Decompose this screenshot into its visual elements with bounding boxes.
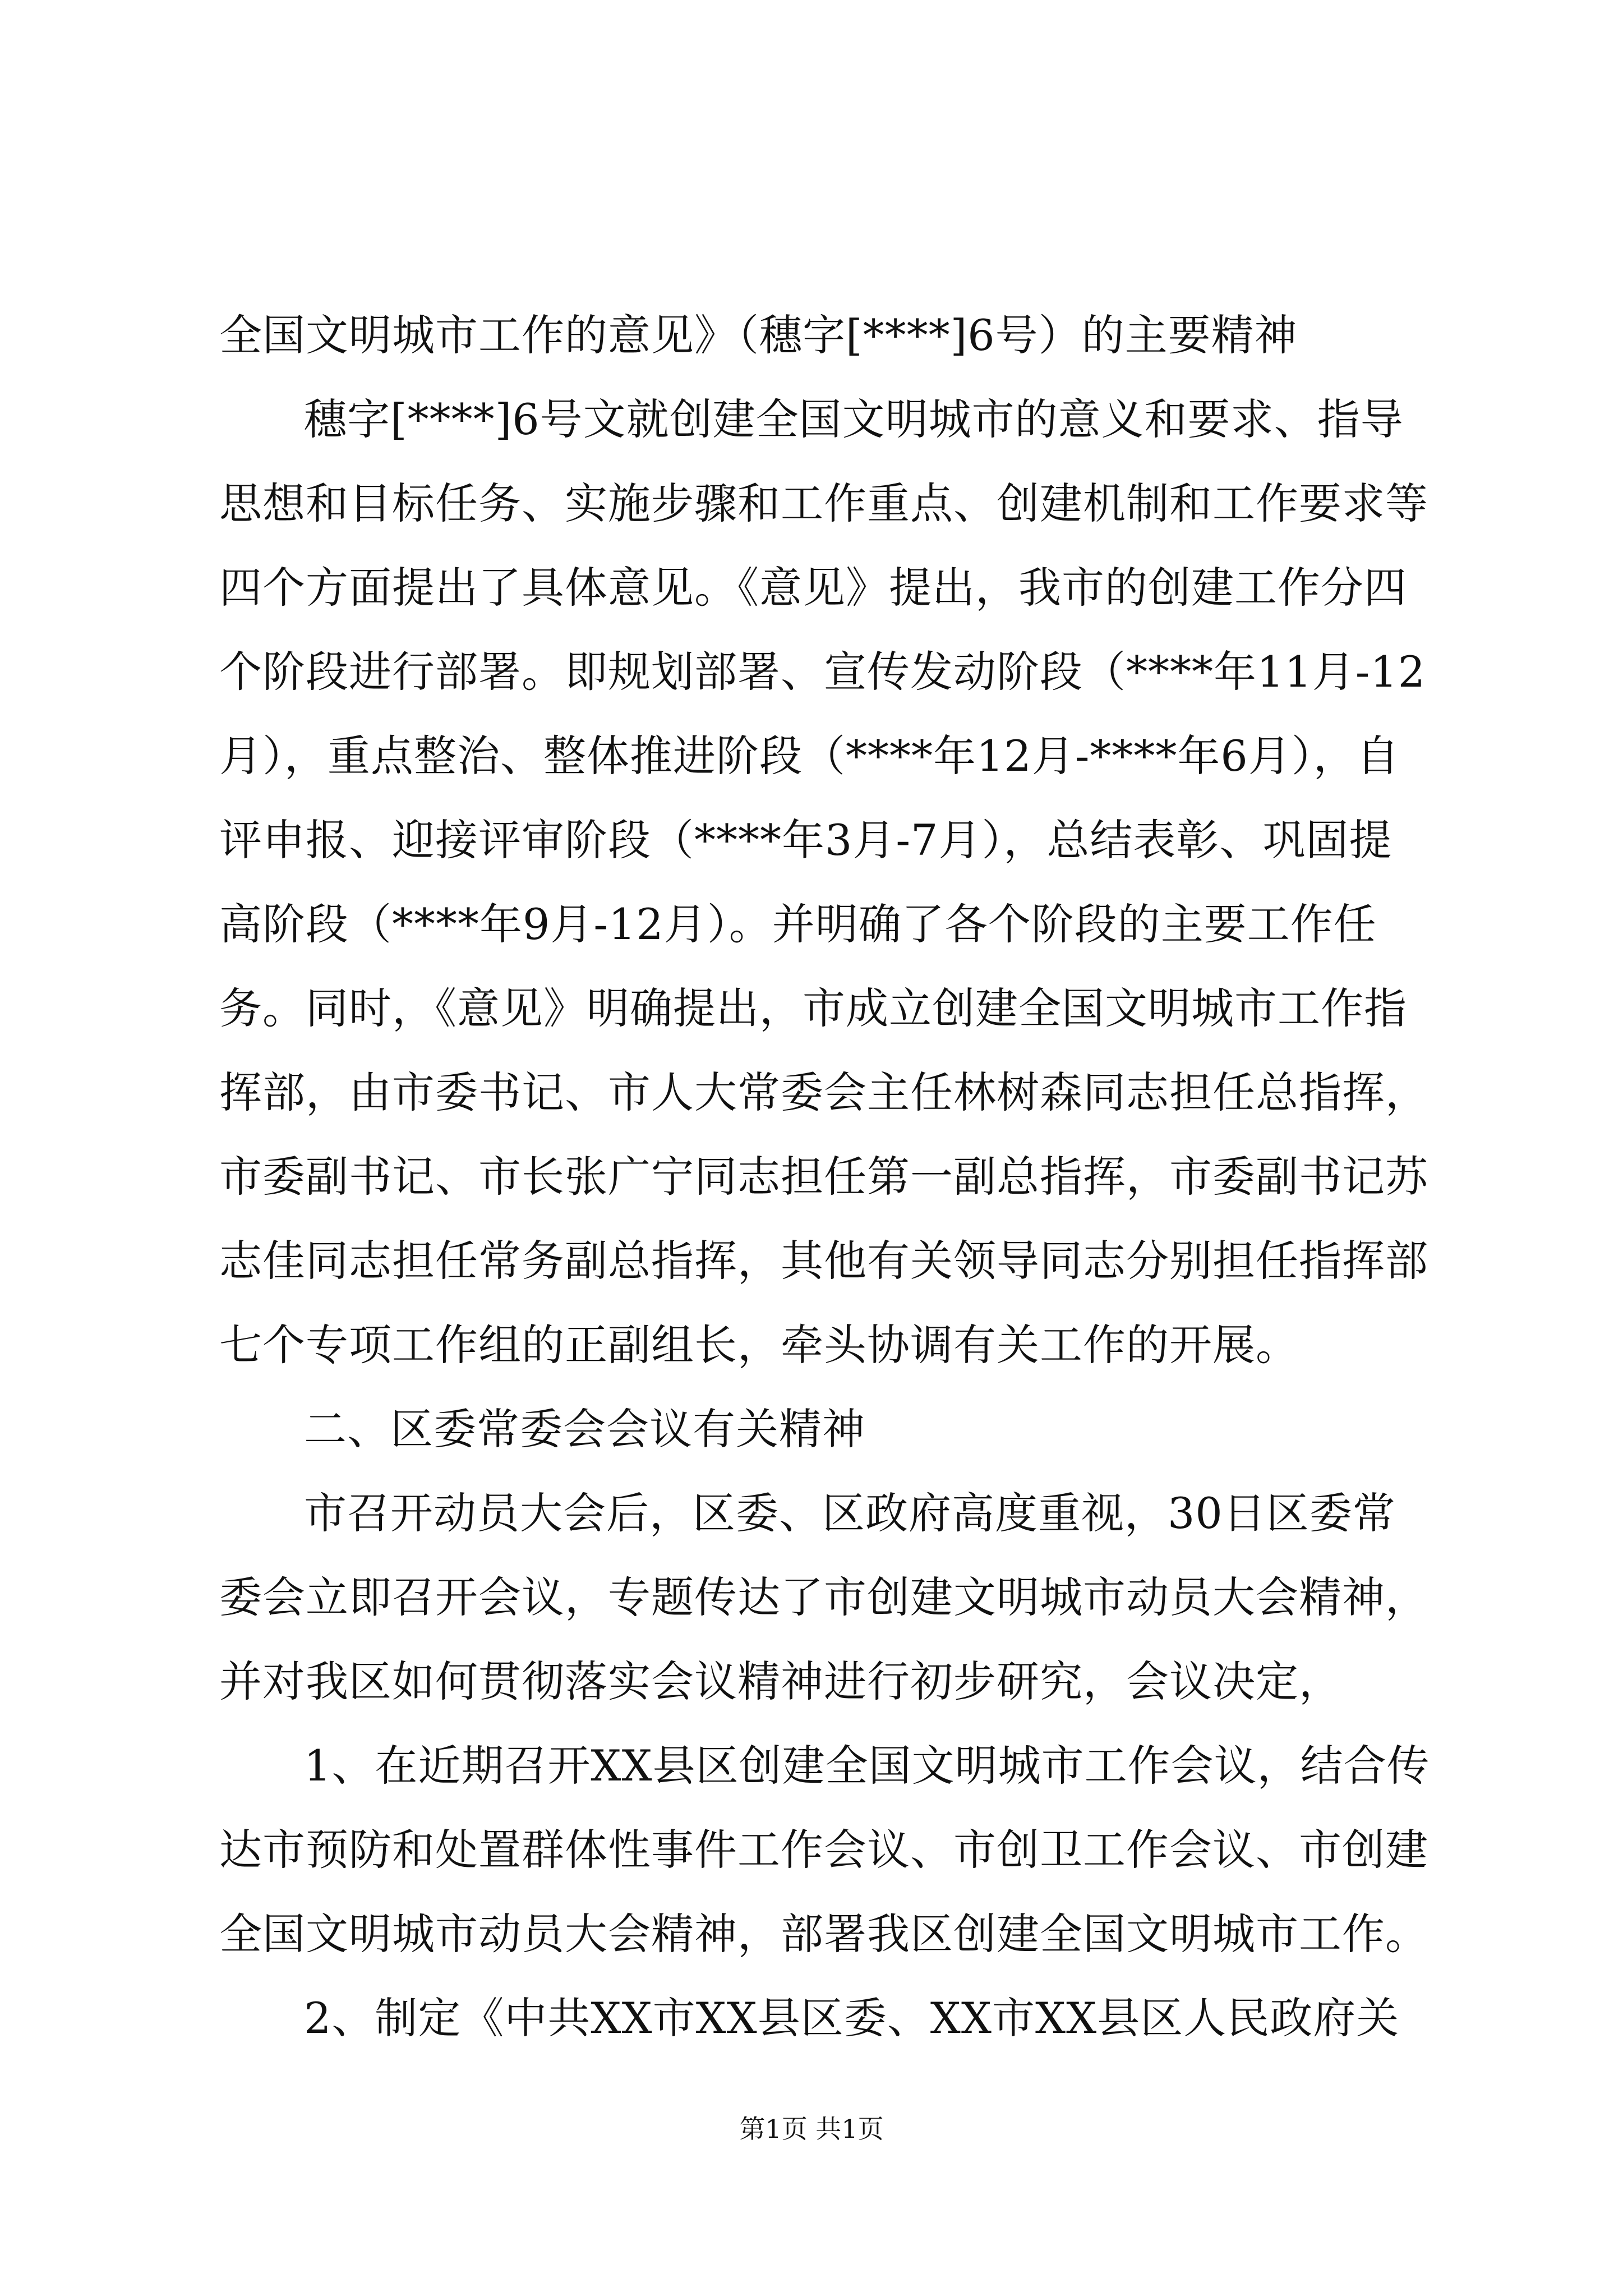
text-line: 高阶段（****年9月-12月）。并明确了各个阶段的主要工作任: [219, 899, 1377, 949]
text-line: 全国文明城市动员大会精神，部署我区创建全国文明城市工作。: [219, 1909, 1428, 1959]
paragraph-start-line: 穗字[****]6号文就创建全国文明城市的意义和要求、指导: [304, 394, 1404, 444]
text-line: 挥部，由市委书记、市人大常委会主任林树森同志担任总指挥，: [219, 1068, 1428, 1117]
text-line: 月），重点整治、整体推进阶段（****年12月-****年6月），自: [219, 731, 1400, 781]
text-line: 并对我区如何贯彻落实会议精神进行初步研究，会议决定，: [219, 1657, 1342, 1706]
paragraph-start-line: 市召开动员大会后，区委、区政府高度重视，30日区委常: [304, 1488, 1396, 1538]
text-line: 思想和目标任务、实施步骤和工作重点、创建机制和工作要求等: [219, 478, 1428, 528]
list-item-line: 2、制定《中共XX市XX县区委、XX市XX县区人民政府关: [304, 1993, 1400, 2043]
text-line: 评申报、迎接评审阶段（****年3月-7月），总结表彰、巩固提: [219, 815, 1393, 865]
text-line: 四个方面提出了具体意见。《意见》提出，我市的创建工作分四: [219, 563, 1407, 613]
text-line: 市委副书记、市长张广宁同志担任第一副总指挥，市委副书记苏: [219, 1152, 1428, 1202]
text-line: 务。同时，《意见》明确提出，市成立创建全国文明城市工作指: [219, 983, 1407, 1033]
list-item-line: 1、在近期召开XX县区创建全国文明城市工作会议，结合传: [304, 1741, 1430, 1791]
page-number-footer: 第1页 共1页: [739, 2114, 884, 2144]
text-line: 委会立即召开会议，专题传达了市创建文明城市动员大会精神，: [219, 1572, 1428, 1622]
text-line: 志佳同志担任常务副总指挥，其他有关领导同志分别担任指挥部: [219, 1236, 1428, 1286]
text-line: 七个专项工作组的正副组长，牵头协调有关工作的开展。: [219, 1320, 1299, 1370]
section-heading: 二、区委常委会会议有关精神: [304, 1404, 865, 1454]
text-line: 个阶段进行部署。即规划部署、宣传发动阶段（****年11月-12: [219, 647, 1426, 697]
text-line: 达市预防和处置群体性事件工作会议、市创卫工作会议、市创建: [219, 1825, 1428, 1875]
text-line: 全国文明城市工作的意见》（穗字[****]6号）的主要精神: [219, 310, 1298, 360]
